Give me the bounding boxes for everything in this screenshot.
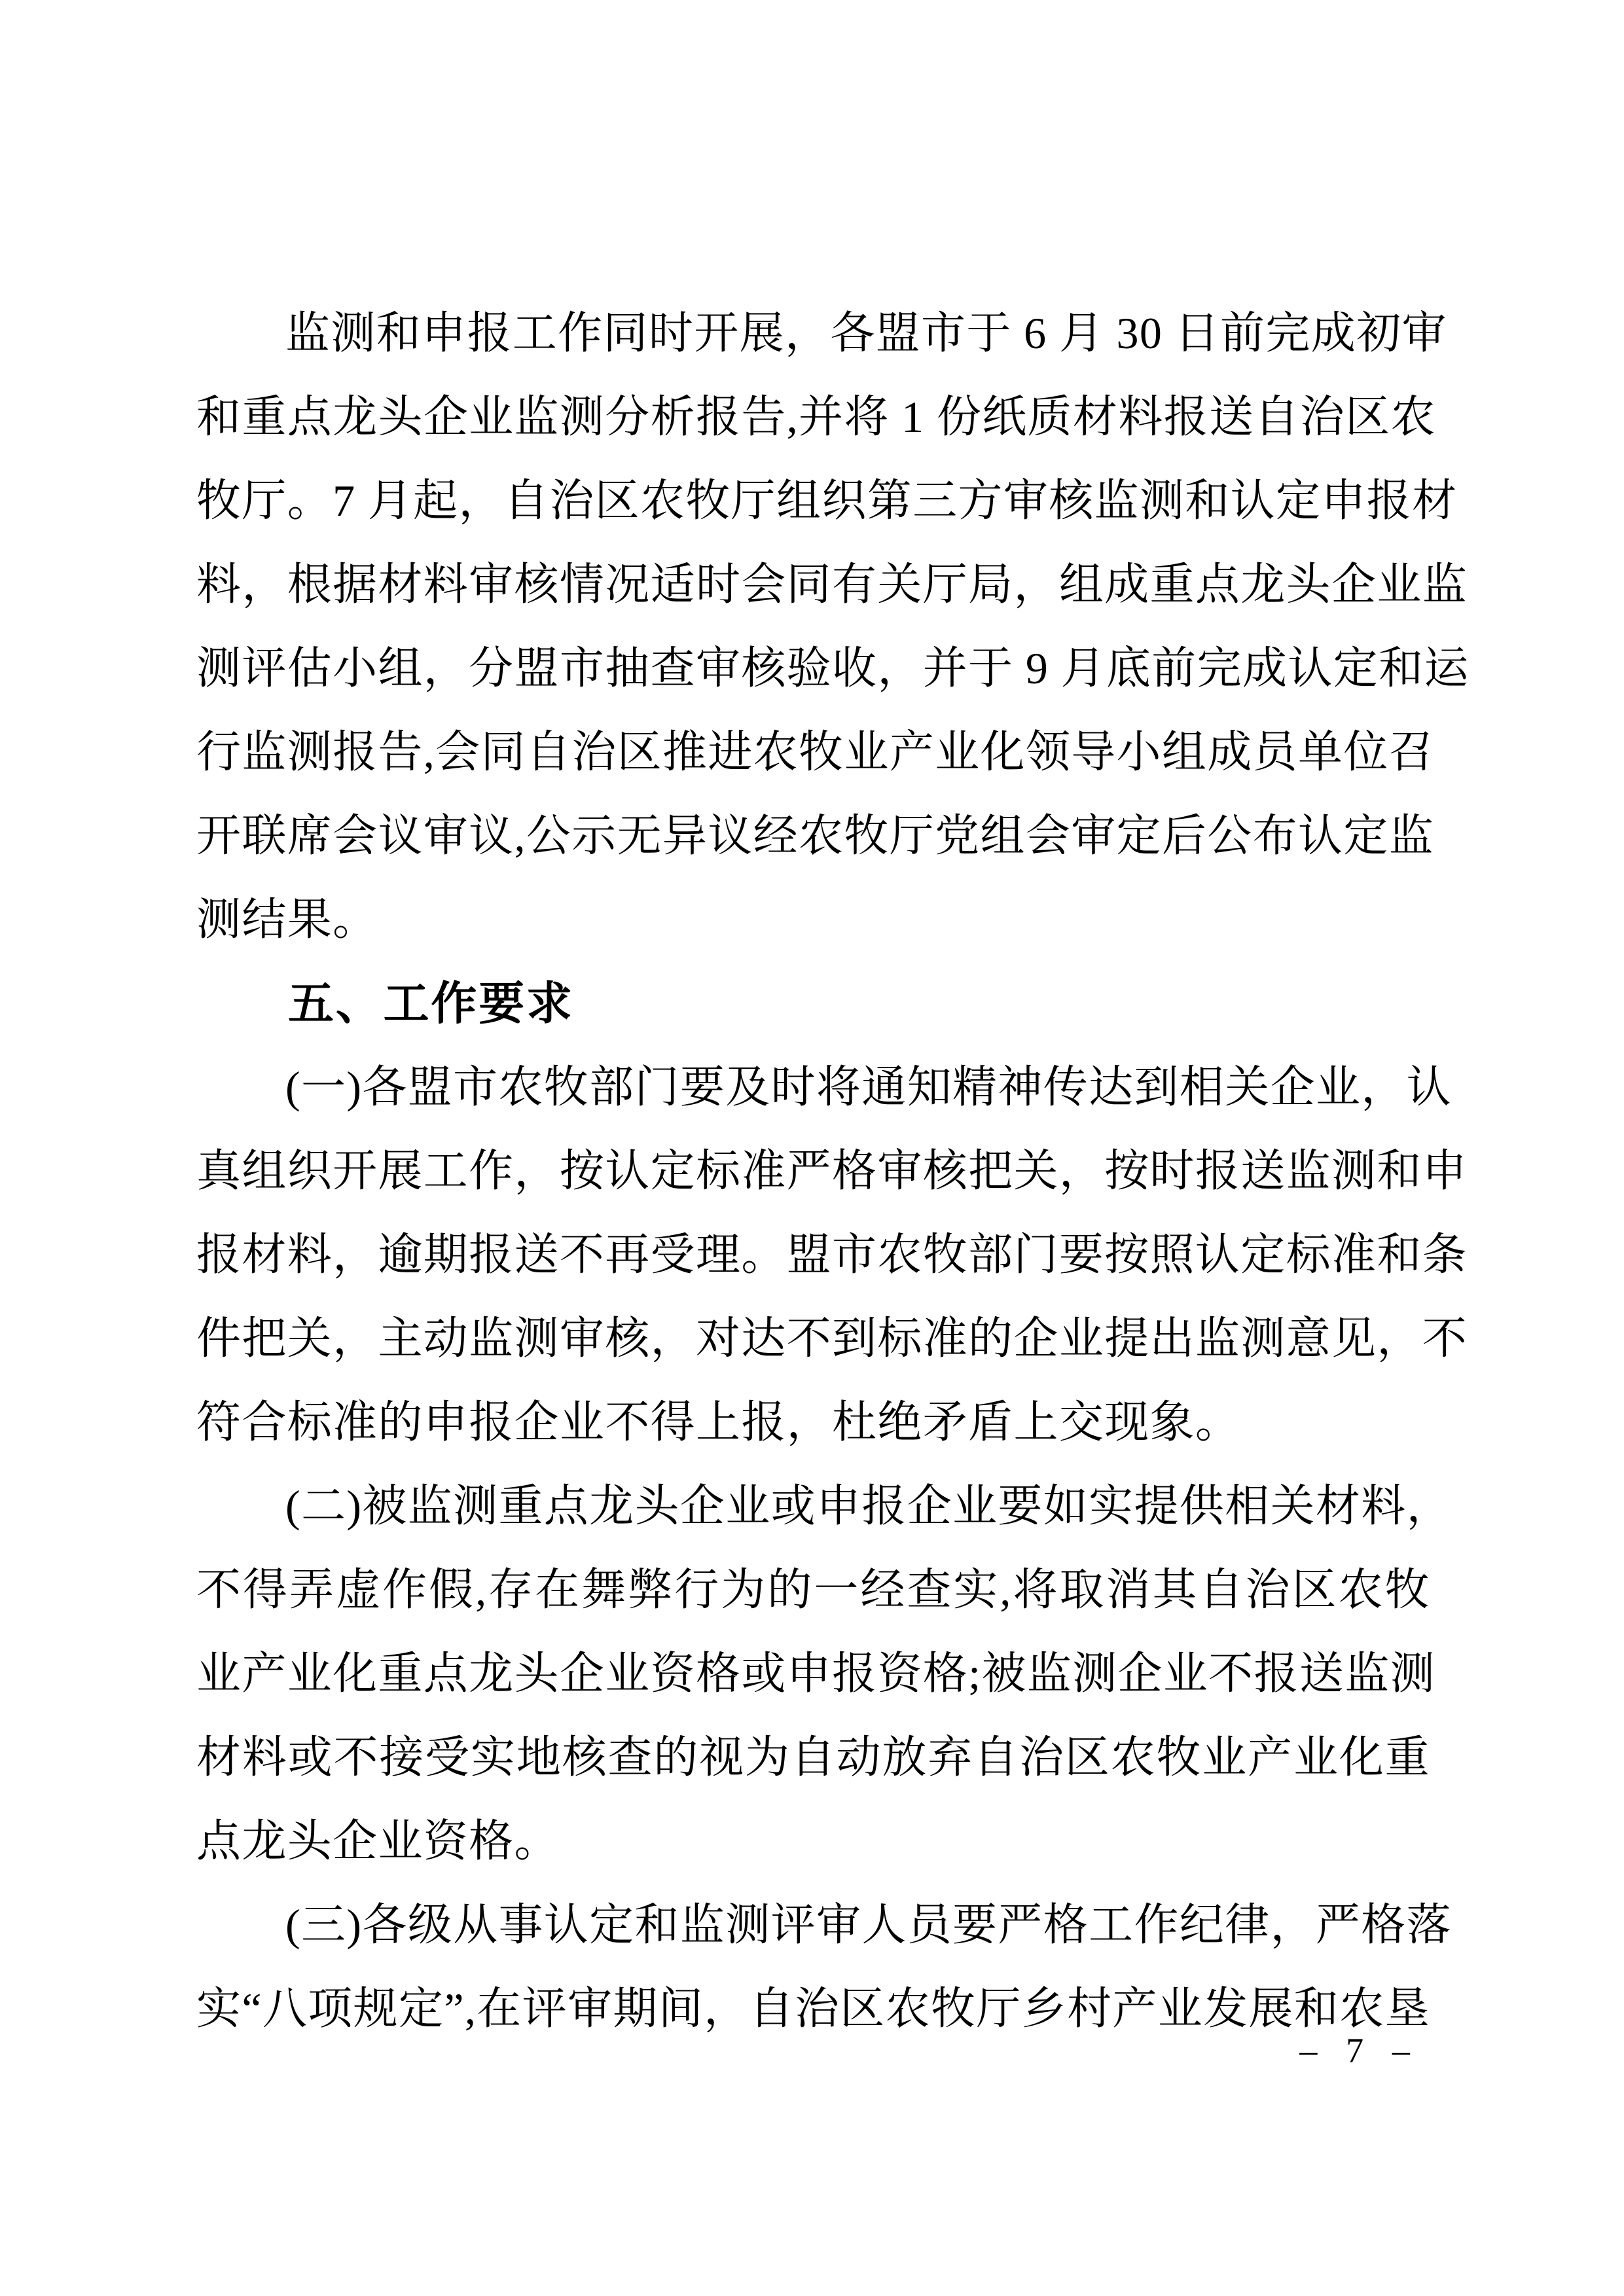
page-number: – 7 – <box>1299 2031 1420 2070</box>
body-line: (二)被监测重点龙头企业或申报企业要如实提供相关材料， <box>285 1481 1453 1531</box>
body-line: 测评估小组，分盟市抽查审核验收，并于 9 月底前完成认定和运 <box>196 643 1470 693</box>
body-line: 料，根据材料审核情况适时会同有关厅局，组成重点龙头企业监 <box>196 560 1468 609</box>
body-line: 件把关，主动监测审核，对达不到标准的企业提出监测意见，不 <box>196 1314 1468 1363</box>
body-line: 符合标准的申报企业不得上报，杜绝矛盾上交现象。 <box>196 1397 1241 1447</box>
body-line: 测结果。 <box>196 895 378 944</box>
body-line: 报材料，逾期报送不再受理。盟市农牧部门要按照认定标准和条 <box>196 1230 1468 1280</box>
body-line: 开联席会议审议,公示无异议经农牧厅党组会审定后公布认定监 <box>196 811 1435 861</box>
body-line: 点龙头企业资格。 <box>196 1816 560 1866</box>
body-line: (三)各级从事认定和监测评审人员要严格工作纪律，严格落 <box>285 1900 1453 1950</box>
body-line: 材料或不接受实地核查的视为自动放弃自治区农牧业产业化重 <box>196 1732 1430 1782</box>
body-line: 业产业化重点龙头企业资格或申报资格;被监测企业不报送监测 <box>196 1649 1435 1698</box>
body-line: 牧厅。7 月起，自治区农牧厅组织第三方审核监测和认定申报材 <box>196 476 1458 526</box>
body-line: 和重点龙头企业监测分析报告,并将 1 份纸质材料报送自治区农 <box>196 392 1436 442</box>
body-line: 行监测报告,会同自治区推进农牧业产业化领导小组成员单位召 <box>196 727 1435 777</box>
section-heading: 五、工作要求 <box>288 978 574 1029</box>
document-body <box>196 291 1470 2051</box>
body-line: 监测和申报工作同时开展，各盟市于 6 月 30 日前完成初审 <box>285 308 1447 358</box>
body-line: 真组织开展工作，按认定标准严格审核把关，按时报送监测和申 <box>196 1146 1468 1196</box>
body-line: (一)各盟市农牧部门要及时将通知精神传达到相关企业，认 <box>285 1062 1453 1112</box>
body-line: 不得弄虚作假,存在舞弊行为的一经查实,将取消其自治区农牧 <box>196 1565 1430 1615</box>
body-line: 实“八项规定”,在评审期间，自治区农牧厅乡村产业发展和农垦 <box>196 1984 1430 2034</box>
